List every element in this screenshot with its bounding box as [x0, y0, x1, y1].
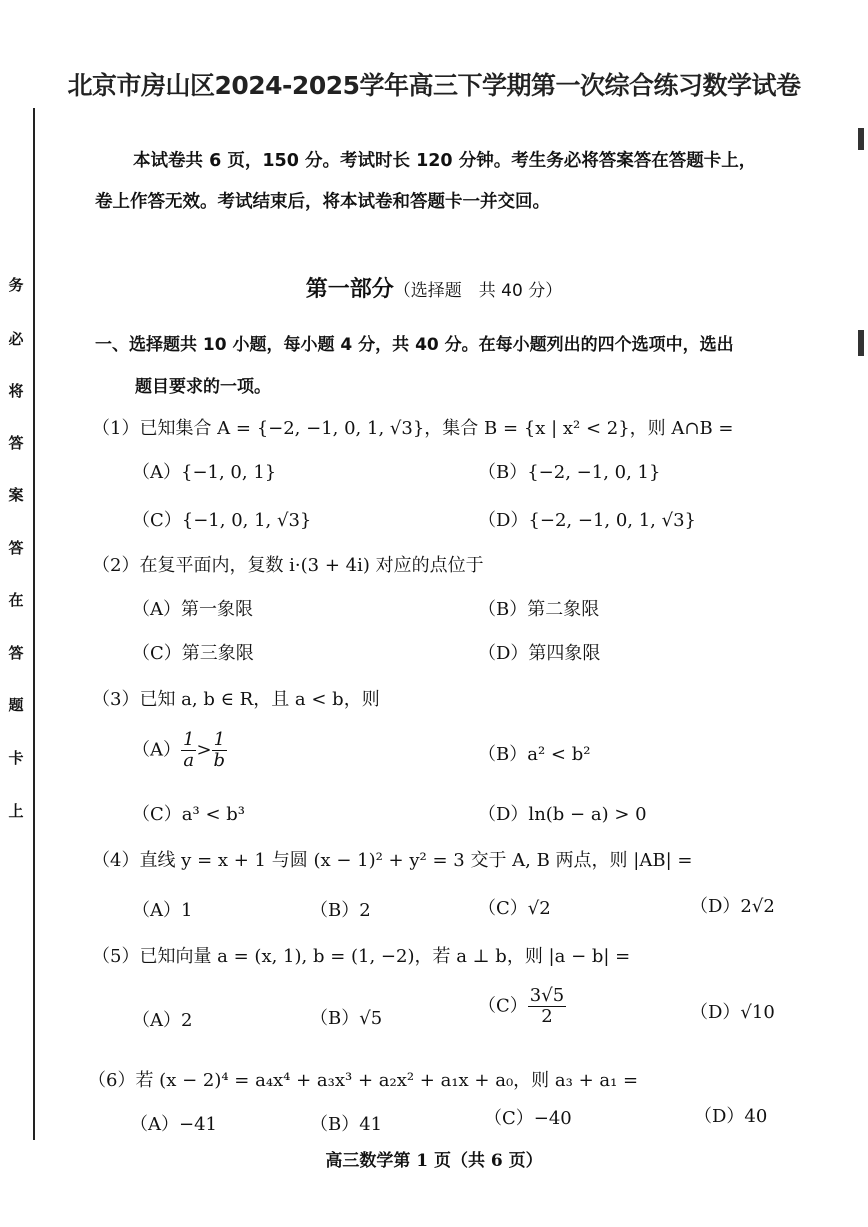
q5-option-d: （D）√10: [690, 1002, 775, 1023]
q6-option-b: （B）41: [310, 1114, 383, 1135]
section-instructions-1: 一、选择题共 10 小题，每小题 4 分，共 40 分。在每小题列出的四个选项中，选出: [95, 335, 734, 355]
question-1-stem: （1）已知集合 A = {−2, −1, 0, 1, √3}，集合 B = {x | x² < 2}，则 A∩B =: [92, 418, 734, 439]
q3-option-d: （D）ln(b − a) > 0: [478, 804, 647, 825]
q5-option-a: （A）2: [132, 1010, 193, 1031]
q3-greater-than: >: [196, 739, 212, 761]
q4-option-a: （A）1: [132, 900, 193, 921]
q2-option-b: （B）第二象限: [478, 599, 600, 620]
margin-char: 上: [8, 802, 24, 820]
q5-option-c: [478, 986, 566, 1027]
question-6-stem: （6）若 (x − 2)⁴ = a₄x⁴ + a₃x³ + a₂x² + a₁x + a₀，则 a₃ + a₁ =: [88, 1070, 639, 1091]
margin-char: 在: [8, 591, 24, 609]
margin-char: 案: [8, 486, 24, 504]
q5-fraction-3root5-over-2: $\frac{3√5}{2}$: [529, 985, 565, 1027]
q2-option-c: （C）第三象限: [132, 643, 254, 664]
q3-option-b: （B）a² < b²: [478, 744, 591, 765]
question-5-stem: （5）已知向量 a = (x, 1), b = (1, −2)，若 a ⊥ b，则 |a − b| =: [92, 946, 631, 967]
q2-option-a: （A）第一象限: [132, 599, 253, 620]
margin-char: 将: [8, 382, 24, 400]
intro-line-1: 本试卷共 6 页，150 分。考试时长 120 分钟。考生务必将答案答在答题卡上，: [133, 151, 757, 171]
q3-fraction-1-over-a: $\frac{1}{a}$: [183, 729, 195, 771]
q3-option-a-label: （A）: [132, 739, 181, 761]
page-title: 北京市房山区2024-2025学年高三下学期第一次综合练习数学试卷: [67, 71, 801, 100]
question-4-stem: （4）直线 y = x + 1 与圆 (x − 1)² + y² = 3 交于 A, B 两点，则 |AB| =: [92, 850, 693, 871]
q2-option-d: （D）第四象限: [478, 643, 601, 664]
question-3-stem: （3）已知 a, b ∈ R，且 a < b，则: [92, 689, 380, 710]
q3-option-c: （C）a³ < b³: [132, 804, 245, 825]
q1-option-b: （B）{−2, −1, 0, 1}: [478, 462, 661, 483]
q4-option-b: （B）2: [310, 900, 371, 921]
scan-edge-mark: [858, 128, 864, 150]
scan-edge-mark: [858, 330, 864, 356]
intro-line-2: 卷上作答无效。考试结束后，将本试卷和答题卡一并交回。: [95, 192, 550, 212]
q5-option-b: （B）√5: [310, 1008, 383, 1029]
q4-option-d: （D）2√2: [690, 896, 775, 917]
q5-option-c-label: （C）: [478, 995, 528, 1017]
section-instructions-2: 题目要求的一项。: [135, 377, 271, 397]
margin-char: 答: [8, 644, 24, 662]
q6-option-d: （D）40: [694, 1106, 768, 1127]
q1-option-d: （D）{−2, −1, 0, 1, √3}: [478, 510, 697, 531]
margin-char: 务: [8, 276, 24, 294]
margin-char: 答: [8, 434, 24, 452]
margin-char: 题: [8, 696, 24, 714]
margin-divider-line: [33, 108, 35, 1140]
q3-option-a: [132, 730, 227, 771]
margin-char: 必: [8, 330, 24, 348]
q4-option-c: （C）√2: [478, 898, 551, 919]
margin-char: 答: [8, 539, 24, 557]
q1-option-a: （A）{−1, 0, 1}: [132, 462, 277, 483]
page-footer: 高三数学第 1 页（共 6 页）: [325, 1151, 543, 1171]
part-title: 第一部分: [305, 277, 394, 302]
margin-char: 卡: [8, 749, 24, 767]
part-heading: [0, 272, 868, 303]
q3-fraction-1-over-b: $\frac{1}{b}$: [213, 729, 226, 771]
q6-option-a: （A）−41: [130, 1114, 217, 1135]
q1-option-c: （C）{−1, 0, 1, √3}: [132, 510, 312, 531]
part-subtitle: （选择题 共 40 分）: [393, 281, 563, 301]
q6-option-c: （C）−40: [484, 1108, 572, 1129]
question-2-stem: （2）在复平面内，复数 i·(3 + 4i) 对应的点位于: [92, 555, 484, 576]
